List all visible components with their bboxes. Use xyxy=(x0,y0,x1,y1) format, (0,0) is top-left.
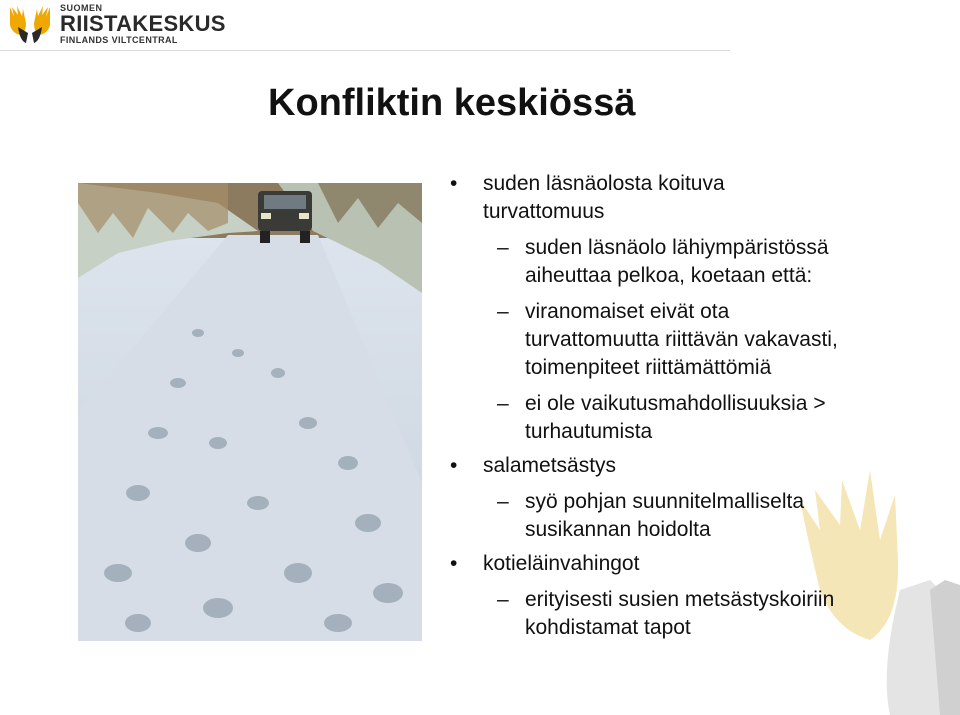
bullet-item: • kotieläinvahingot xyxy=(447,550,917,578)
sub-bullet-item: – suden läsnäolo lähiympäristössä aiheuttaa pelkoa, koetaan että: xyxy=(447,234,917,290)
bullet-item: • salametsästys xyxy=(447,452,917,480)
logo-main-text: RIISTAKESKUS xyxy=(60,11,226,36)
sub-bullet-item: – viranomaiset eivät ota turvattomuutta riittävän vakavasti, toimenpiteet riittämättömiä xyxy=(447,298,917,382)
bullet-list xyxy=(447,164,917,646)
bullet-item: • suden läsnäolosta koituva turvattomuus xyxy=(447,170,917,226)
sub-bullet-item: – erityisesti susien metsästyskoiriin kohdistamat tapot xyxy=(447,586,917,642)
logo-sub-text: FINLANDS VILTCENTRAL xyxy=(60,35,178,45)
riistakeskus-logo xyxy=(4,3,244,45)
sub-bullet-item: – syö pohjan suunnitelmalliselta susikannan hoidolta xyxy=(447,488,917,544)
slide-title: Konfliktin keskiössä xyxy=(268,82,636,124)
header-divider xyxy=(0,50,730,51)
snow-road-photo xyxy=(78,183,422,641)
antler-logo-icon xyxy=(4,3,56,45)
logo-small-text: SUOMEN xyxy=(60,3,103,13)
sub-bullet-item: – ei ole vaikutusmahdollisuuksia > turhautumista xyxy=(447,390,917,446)
